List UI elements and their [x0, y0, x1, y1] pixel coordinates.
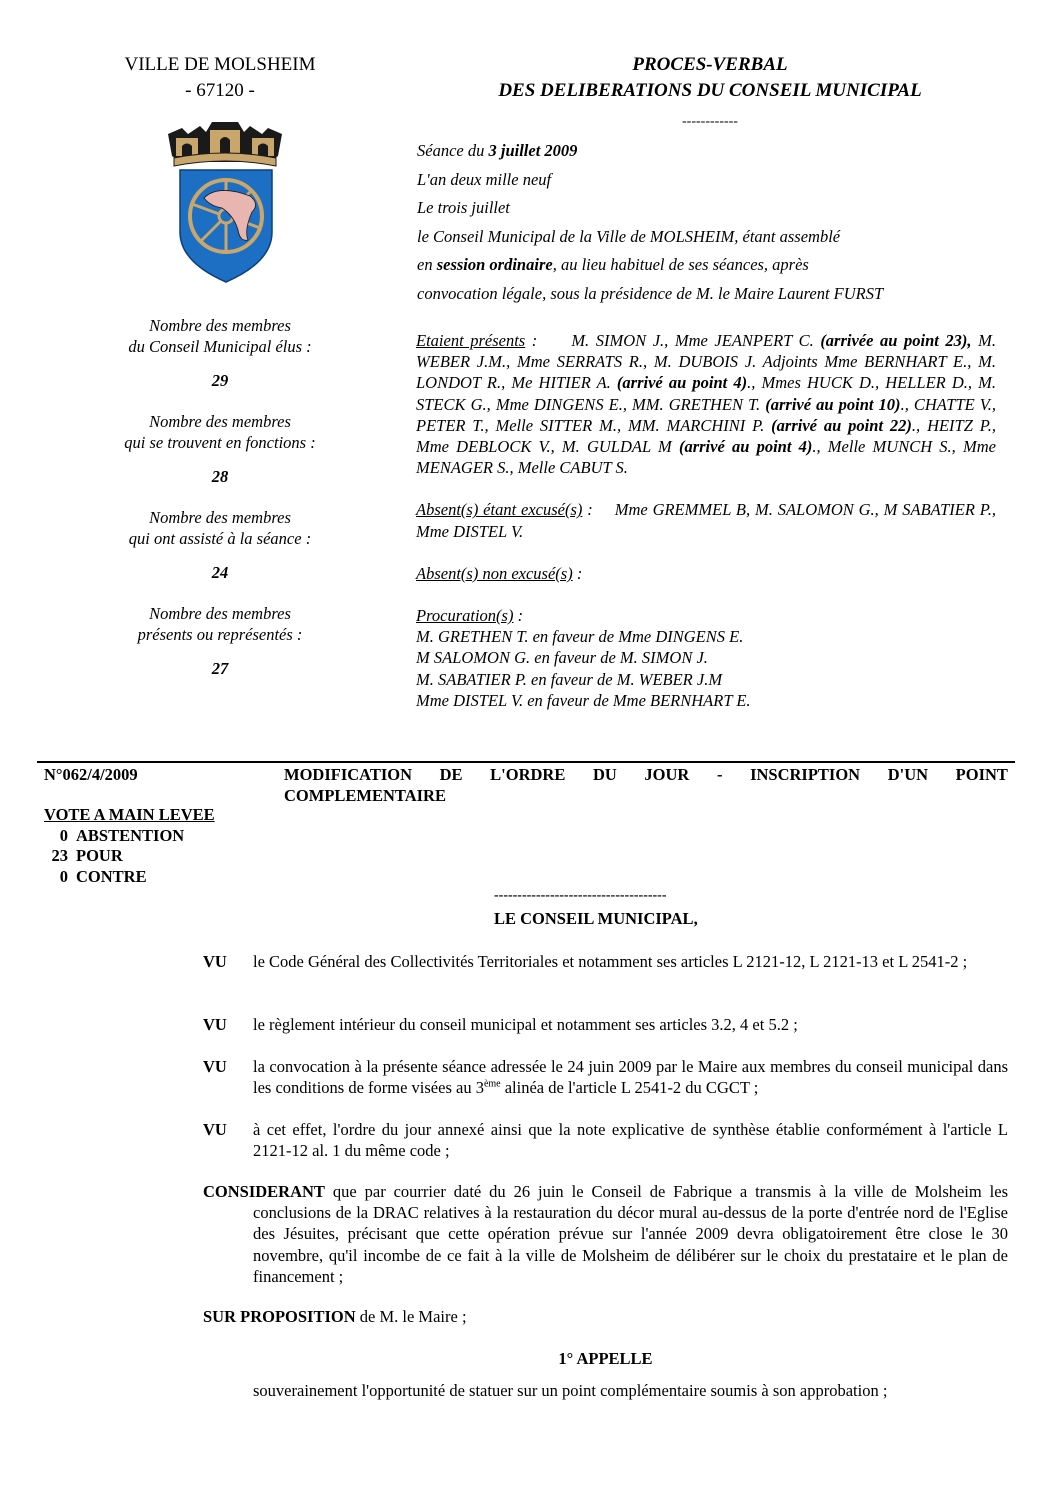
presents-text: M. WEBER J.M., Mme SERRATS R., M. DUBOIS J. Adjoints Mme BERNHART E., M. LONDOT R., Me HITIER A.	[416, 331, 997, 393]
presents-text: ., Mmes HUCK D., HELLER D., M. STECK G., Mme DINGENS E., MM. GRETHEN T.	[416, 373, 996, 414]
vote-results	[44, 805, 215, 887]
postal-code: - 67120 -	[185, 80, 255, 101]
label-colon: :	[525, 331, 538, 350]
appelle-text: souverainement l'opportunité de statuer sur un point complémentaire soumis à son approbation ;	[253, 1381, 888, 1400]
stat-value: 28	[211, 467, 229, 486]
vote-label: POUR	[76, 846, 123, 865]
title-word: -	[716, 765, 723, 784]
unexcused-label: Absent(s) non excusé(s)	[416, 563, 573, 583]
considerant-text: que par courrier daté du 26 juin le Conseil de Fabrique a transmis à la ville de Molsheim les	[324, 1182, 1008, 1201]
arrival-note: (arrivée au point 23),	[820, 331, 972, 350]
considerant-first-line	[203, 1181, 1008, 1202]
vu-text	[253, 1056, 1008, 1098]
title-word: DE	[439, 765, 463, 784]
excused-paragraph	[416, 499, 996, 541]
title-word: JOUR	[644, 765, 690, 784]
excused-label: Absent(s) étant excusé(s)	[416, 500, 583, 520]
vote-count: 0	[59, 825, 68, 845]
stat-label: Nombre des membres	[149, 316, 291, 335]
stat-label: qui se trouvent en fonctions :	[124, 433, 316, 452]
presents-text: ., Melle MUNCH S., Mme MENAGER S., Melle CABUT S.	[416, 437, 996, 478]
vote-row-pour	[44, 846, 215, 867]
vu-paragraph-2	[203, 1014, 1008, 1035]
title-word: D'UN	[887, 765, 929, 784]
seance-session-line	[417, 254, 1007, 283]
seance-date: 3 juillet 2009	[488, 141, 578, 160]
stat-label: présents ou représentés :	[137, 625, 303, 644]
seance-info	[417, 140, 1007, 311]
section-divider	[37, 761, 1015, 763]
seance-council-line: le Conseil Municipal de la Ville de MOLSHEIM, étant assemblé	[417, 226, 841, 246]
presents-text: ., CHATTE V., PETER T., Melle SITTER M., MM. MARCHINI P.	[416, 394, 996, 435]
vu-text-part: la convocation à la présente séance adressée le 24 juin 2009 par le Maire aux membres du conseil municipal dans les conditions de forme visées au 3	[253, 1057, 1008, 1097]
title-word: INSCRIPTION	[750, 765, 861, 784]
vote-count: 0	[59, 866, 68, 886]
seance-day-line: Le trois juillet	[417, 198, 510, 217]
vu-text-part: alinéa de l'article L 2541-2 du CGCT ;	[500, 1078, 759, 1097]
appelle-heading: 1° APPELLE	[558, 1349, 653, 1368]
city-header	[100, 52, 340, 104]
vu-keyword: VU	[203, 952, 227, 971]
considerant-keyword: CONSIDERANT	[203, 1182, 325, 1201]
attendance-section	[416, 330, 996, 711]
procuration-item: M. SABATIER P. en faveur de M. WEBER J.M	[416, 669, 723, 689]
arrival-note: (arrivé au point 4)	[678, 437, 813, 457]
proposition-line	[203, 1307, 467, 1327]
considerant-paragraph	[203, 1181, 1008, 1287]
presents-text: ., HEITZ P., Mme DEBLOCK V., M. GULDAL M	[416, 415, 996, 457]
vu-keyword: VU	[203, 1015, 227, 1034]
proposition-text: de M. le Maire ;	[355, 1307, 467, 1326]
arrival-note: (arrivé au point 10)	[765, 394, 901, 414]
title-word: DU	[592, 765, 617, 784]
stat-label: Nombre des membres	[149, 508, 291, 527]
city-name: VILLE DE MOLSHEIM	[124, 54, 316, 75]
stat-label: qui ont assisté à la séance :	[128, 529, 312, 548]
procurations-block	[416, 605, 996, 711]
unexcused-paragraph	[416, 563, 996, 584]
stat-attended	[100, 507, 340, 583]
vu-text: le règlement intérieur du conseil municipal et notamment ses articles 3.2, 4 et 5.2 ;	[253, 1015, 798, 1034]
deliberation-title-line-1	[284, 764, 1008, 785]
vu-text: le Code Général des Collectivités Territoriales et notamment ses articles L 2121-12, L 2121-13 et L 2541-2 ;	[253, 952, 968, 971]
conseil-heading: LE CONSEIL MUNICIPAL,	[494, 909, 698, 928]
coat-of-arms-icon	[160, 112, 290, 287]
stat-value: 27	[211, 659, 229, 678]
stat-label: Nombre des membres	[149, 604, 291, 623]
vote-row-abstention	[44, 826, 215, 847]
vu-text: à cet effet, l'ordre du jour annexé ainsi que la note explicative de synthèse établie conformément à l'article L 2121-12 al. 1 du même code ;	[253, 1120, 1008, 1160]
stat-value: 24	[211, 563, 229, 582]
vu-paragraph-1	[203, 951, 1008, 972]
vote-label: CONTRE	[76, 866, 147, 886]
title-separator: ------------	[682, 114, 738, 129]
vote-title: VOTE A MAIN LEVEE	[44, 805, 215, 824]
arrival-note: (arrivé au point 4)	[616, 373, 748, 393]
vu-paragraph-4	[203, 1119, 1008, 1161]
label-colon: :	[582, 500, 593, 520]
deliberation-title	[284, 764, 1008, 806]
seance-presidence-line: convocation légale, sous la présidence de M. le Maire Laurent FURST	[417, 283, 884, 303]
presents-paragraph	[416, 330, 996, 478]
proposition-keyword: SUR PROPOSITION	[203, 1307, 356, 1326]
stat-label: Nombre des membres	[149, 412, 291, 431]
deliberation-number: N°062/4/2009	[44, 765, 138, 784]
vote-label: ABSTENTION	[76, 825, 185, 845]
vote-row-contre	[44, 867, 215, 888]
session-type: session ordinaire	[436, 255, 553, 274]
stat-in-office	[100, 411, 340, 487]
arrival-note: (arrivé au point 22)	[771, 415, 912, 435]
title-word: POINT	[955, 765, 1008, 784]
stat-label: du Conseil Municipal élus :	[128, 337, 312, 356]
stat-present-or-represented	[100, 603, 340, 679]
label-colon: :	[513, 606, 524, 626]
session-prefix: en	[417, 255, 437, 274]
considerant-continuation: conclusions de la DRAC relatives à la restauration du décor mural au-dessus de la porte d'entrée nord de l'Eglise des Jésuites, précisant que cette opération prévue sur l'année 2009 devra obligatoirement être close le 30 novembre, qu'il incombe de ce fait à la ville de Molsheim de délibérer sur le choix du prestataire et le plan de financement ;	[253, 1203, 1008, 1286]
procuration-item: M. GRETHEN T. en faveur de Mme DINGENS E.	[416, 627, 744, 647]
title-word: L'ORDRE	[490, 765, 566, 784]
vu-keyword: VU	[203, 1057, 227, 1076]
seance-date-line	[417, 140, 1007, 169]
stat-elected	[100, 315, 340, 391]
vote-count: 23	[51, 846, 68, 865]
presents-label: Etaient présents	[416, 331, 526, 350]
member-stats	[100, 315, 340, 699]
title-line-1: PROCES-VERBAL	[632, 54, 788, 75]
presents-text: M. SIMON J., Mme JEANPERT C.	[571, 331, 821, 350]
procurations-label: Procuration(s)	[416, 606, 514, 626]
label-colon: :	[572, 563, 583, 583]
superscript: ème	[483, 1078, 501, 1090]
conseil-separator: -------------------------------------	[494, 888, 667, 903]
vu-paragraph-3	[203, 1056, 1008, 1098]
deliberation-title-line-2: COMPLEMENTAIRE	[284, 786, 446, 805]
excused-text: Mme GREMMEL B, M. SALOMON G., M SABATIER P., Mme DISTEL V.	[416, 500, 996, 541]
title-line-2: DES DELIBERATIONS DU CONSEIL MUNICIPAL	[498, 80, 922, 101]
seance-prefix: Séance du	[417, 141, 489, 160]
title-word: MODIFICATION	[284, 765, 413, 784]
procuration-item: M SALOMON G. en faveur de M. SIMON J.	[416, 648, 708, 668]
document-title	[410, 52, 1010, 104]
seance-year-line: L'an deux mille neuf	[417, 169, 552, 189]
vu-keyword: VU	[203, 1120, 227, 1139]
procuration-item: Mme DISTEL V. en faveur de Mme BERNHART E.	[416, 690, 751, 710]
stat-value: 29	[211, 371, 229, 390]
session-suffix: , au lieu habituel de ses séances, après	[552, 255, 809, 274]
